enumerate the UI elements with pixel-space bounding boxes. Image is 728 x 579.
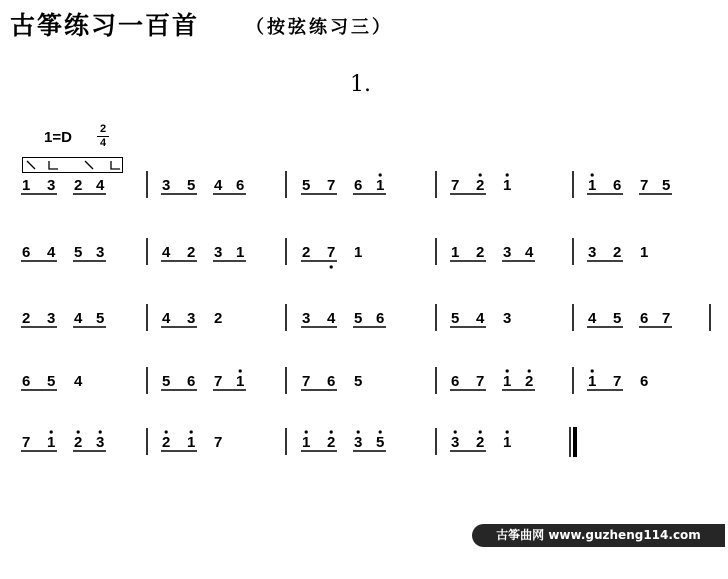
note-digit: 5 [74,244,83,261]
note-digit: 2 [187,244,196,261]
note-digit: 1 [588,373,597,390]
note-digit: 5 [451,310,460,327]
high-octave-dot [77,430,80,433]
note-digit: 5 [354,373,363,390]
note-digit: 3 [588,244,597,261]
high-octave-dot [528,369,531,372]
note-digit: 4 [74,373,83,390]
note-digit: 4 [74,310,83,327]
note-digit: 7 [662,310,671,327]
note-digit: 5 [662,177,671,194]
note-digit: 6 [640,310,649,327]
note-digit: 4 [214,177,223,194]
note-digit: 6 [640,373,649,390]
note-digit: 3 [451,434,460,451]
note-digit: 2 [613,244,622,261]
note-digit: 1 [236,373,245,390]
note-digit: 3 [503,310,512,327]
note-digit: 1 [640,244,649,261]
note-digit: 7 [302,373,311,390]
note-digit: 4 [588,310,597,327]
note-digit: 7 [640,177,649,194]
note-digit: 3 [503,244,512,261]
note-digit: 6 [236,177,245,194]
note-digit: 5 [47,373,56,390]
note-digit: 2 [214,310,223,327]
note-digit: 1 [22,177,31,194]
high-octave-dot [506,430,509,433]
high-octave-dot [305,430,308,433]
note-digit: 5 [96,310,105,327]
high-octave-dot [479,430,482,433]
note-digit: 5 [302,177,311,194]
note-digit: 2 [74,434,83,451]
note-digit: 7 [327,244,336,261]
note-digit: 2 [302,244,311,261]
note-digit: 5 [613,310,622,327]
note-digit: 4 [327,310,336,327]
note-digit: 1 [376,177,385,194]
high-octave-dot [591,173,594,176]
note-digit: 2 [22,310,31,327]
note-digit: 3 [96,434,105,451]
high-octave-dot [239,369,242,372]
note-digit: 5 [354,310,363,327]
note-digit: 7 [476,373,485,390]
high-octave-dot [357,430,360,433]
note-digit: 1 [451,244,460,261]
high-octave-dot [50,430,53,433]
note-digit: 6 [22,244,31,261]
note-digit: 7 [327,177,336,194]
note-digit: 2 [525,373,534,390]
time-signature-top: 2 [99,123,107,135]
page-title: 古筝练习一百首 [10,11,200,40]
note-digit: 3 [162,177,171,194]
high-octave-dot [591,369,594,372]
note-digit: 7 [214,434,223,451]
high-octave-dot [330,430,333,433]
note-digit: 4 [96,177,105,194]
note-digit: 6 [376,310,385,327]
note-digit: 5 [376,434,385,451]
note-digit: 1 [503,373,512,390]
high-octave-dot [506,369,509,372]
key-signature: 1=D [44,129,72,146]
note-digit: 1 [47,434,56,451]
note-digit: 3 [302,310,311,327]
note-digit: 1 [588,177,597,194]
note-digit: 6 [22,373,31,390]
note-digit: 3 [47,177,56,194]
note-digit: 7 [613,373,622,390]
note-digit: 2 [74,177,83,194]
page-subtitle: （按弦练习三） [246,17,393,38]
note-digit: 1 [354,244,363,261]
note-digit: 4 [162,244,171,261]
site-watermark: 古筝曲网 www.guzheng114.com [472,524,725,547]
note-digit: 3 [187,310,196,327]
note-digit: 5 [187,177,196,194]
note-digit: 5 [162,373,171,390]
note-digit: 4 [525,244,534,261]
note-digit: 4 [476,310,485,327]
time-signature-bottom: 4 [99,137,107,149]
note-digit: 2 [476,434,485,451]
note-digit: 2 [476,177,485,194]
note-digit: 6 [327,373,336,390]
note-digit: 4 [162,310,171,327]
note-digit: 2 [327,434,336,451]
note-digit: 1 [503,177,512,194]
note-digit: 6 [613,177,622,194]
note-digit: 3 [47,310,56,327]
high-octave-dot [165,430,168,433]
note-digit: 3 [354,434,363,451]
note-digit: 7 [214,373,223,390]
high-octave-dot [190,430,193,433]
note-digit: 6 [451,373,460,390]
high-octave-dot [379,430,382,433]
note-digit: 6 [187,373,196,390]
high-octave-dot [379,173,382,176]
piece-number: 1. [350,72,371,97]
note-digit: 6 [354,177,363,194]
note-digit: 2 [476,244,485,261]
high-octave-dot [99,430,102,433]
note-digit: 7 [451,177,460,194]
note-digit: 1 [503,434,512,451]
low-octave-dot [330,265,333,268]
note-digit: 4 [47,244,56,261]
note-digit: 1 [236,244,245,261]
note-digit: 1 [187,434,196,451]
note-digit: 3 [96,244,105,261]
note-digit: 7 [22,434,31,451]
high-octave-dot [454,430,457,433]
high-octave-dot [506,173,509,176]
note-digit: 3 [214,244,223,261]
high-octave-dot [479,173,482,176]
note-digit: 2 [162,434,171,451]
note-digit: 1 [302,434,311,451]
